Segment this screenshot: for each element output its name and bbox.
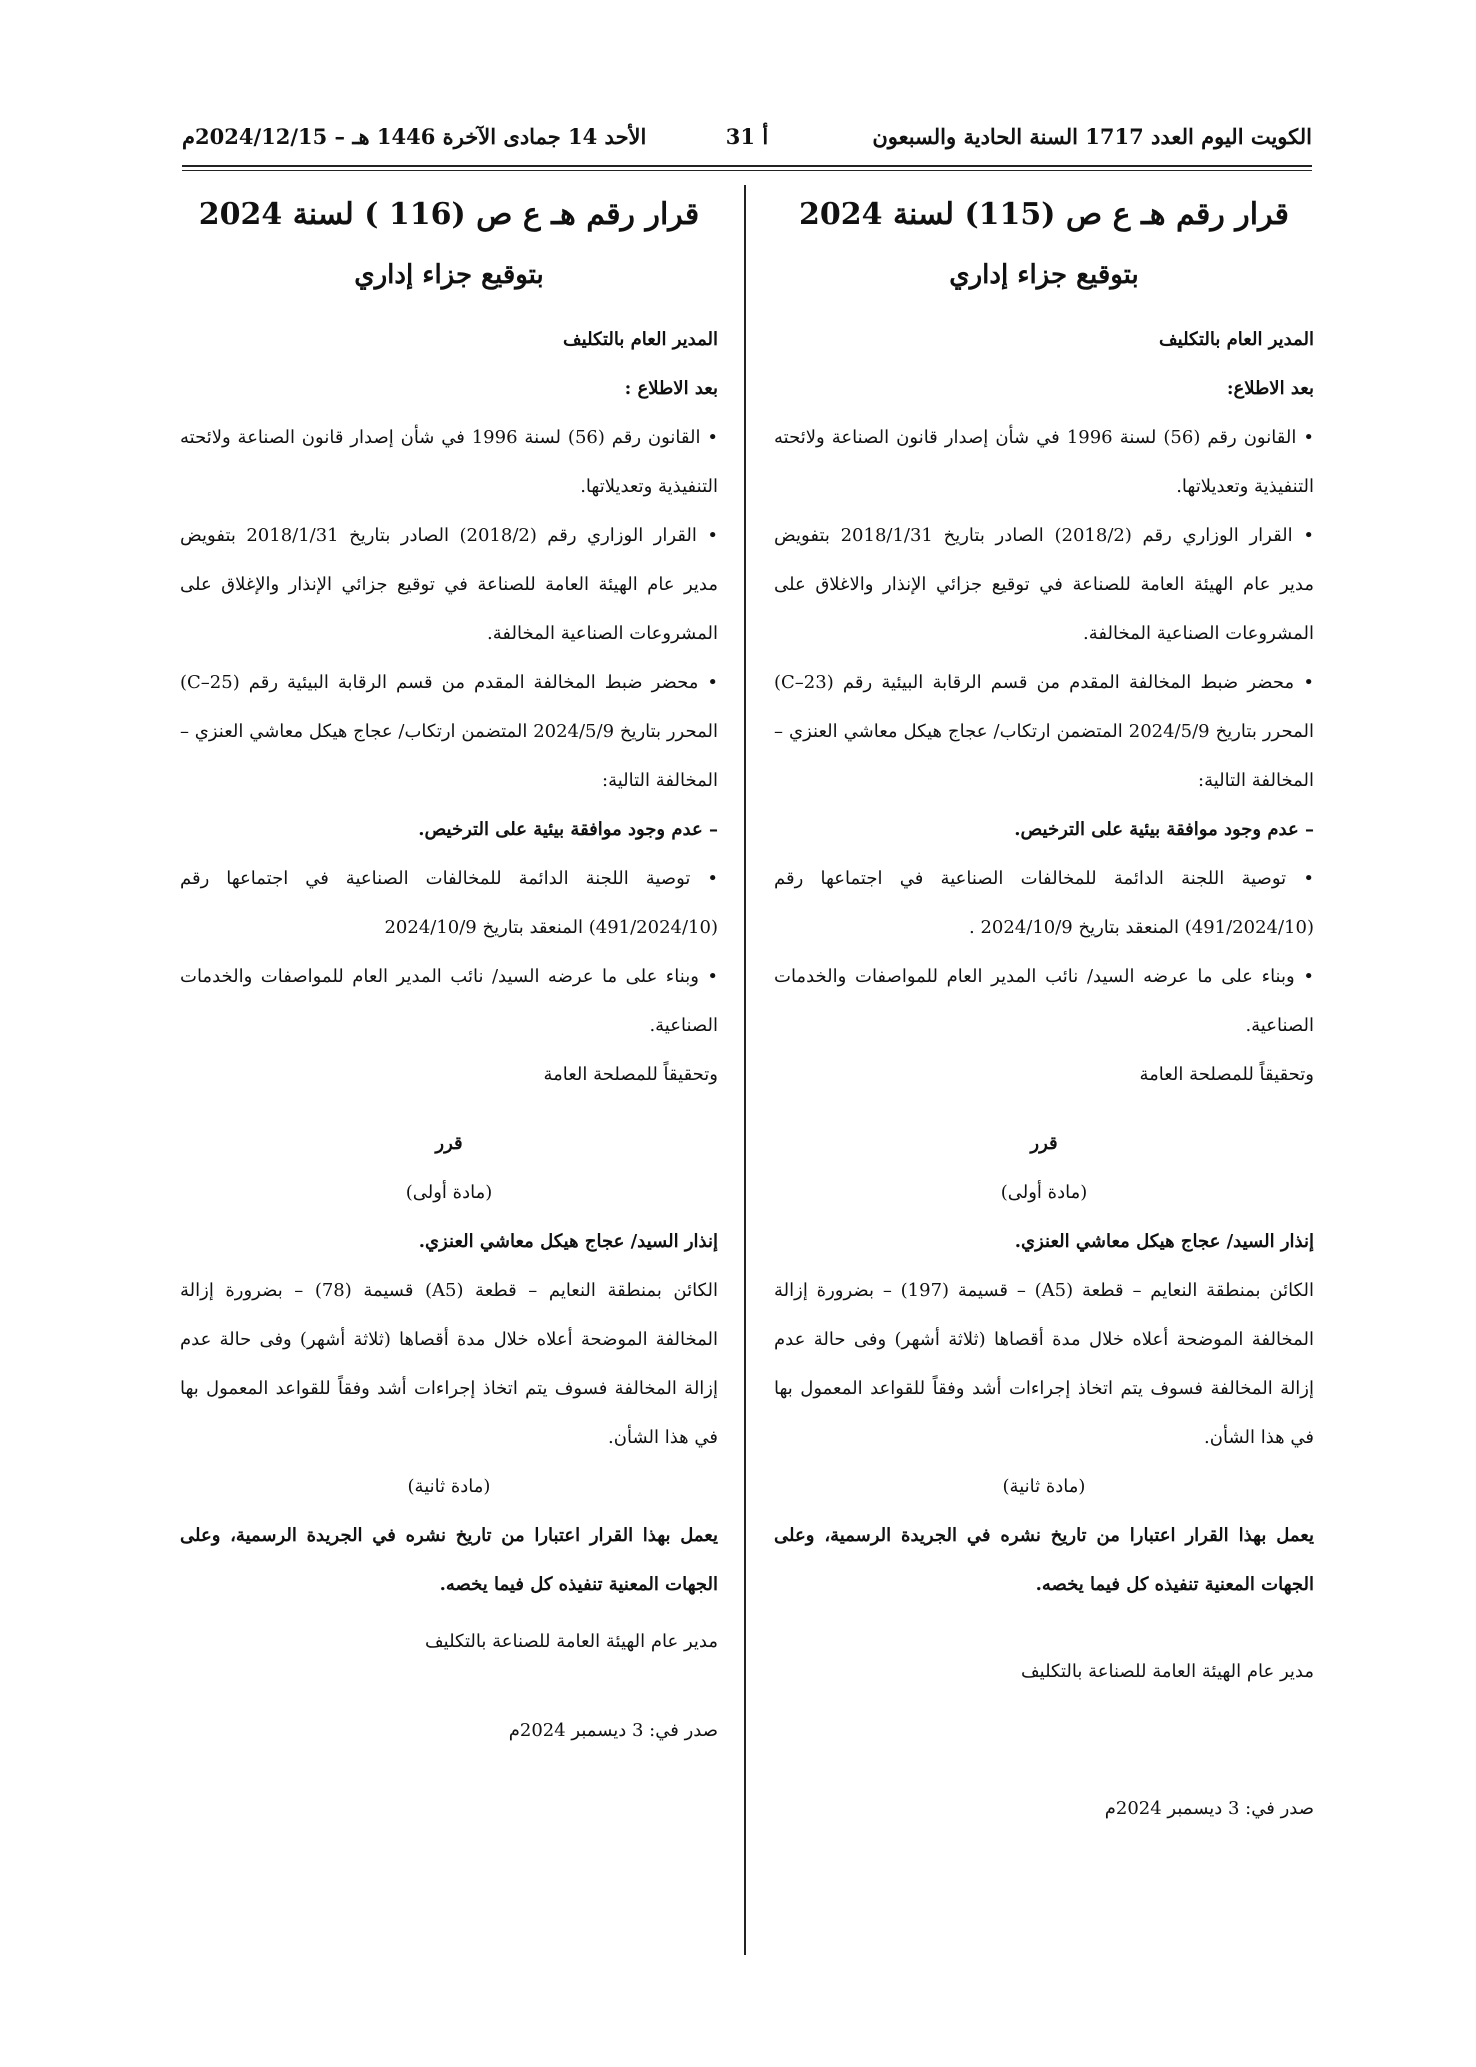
violation-item: – عدم وجود موافقة بيئية على الترخيص. (418, 819, 718, 840)
header-date: الأحد 14 جمادى الآخرة 1446 هـ – 2024/12/15م (182, 124, 647, 149)
decision-116 (180, 190, 718, 1755)
article-2-body: يعمل بهذا القرار اعتبارا من تاريخ نشره في الجريدة الرسمية، وعلى الجهات المعنية تنفيذه كل فيما يخصه. (180, 1525, 718, 1595)
signer: مدير عام الهيئة العامة للصناعة بالتكليف (1021, 1661, 1314, 1682)
clause-presentation: • وبناء على ما عرضه السيد/ نائب المدير العام للمواصفات والخدمات الصناعية. (774, 952, 1314, 1050)
clause-law: • القانون رقم (56) لسنة 1996 في شأن إصدار قانون الصناعة ولائحته التنفيذية وتعديلاتها. (180, 413, 718, 511)
clause-committee: • توصية اللجنة الدائمة للمخالفات الصناعية في اجتماعها رقم (491/2024/10) المنعقد بتاريخ 2024/10/9 (180, 854, 718, 952)
header-rule (182, 165, 1312, 167)
issue-date: صدر في: 3 ديسمبر 2024م (508, 1720, 718, 1741)
header-page-number: أ 31 (725, 124, 769, 149)
header-rule-thin (182, 170, 1312, 171)
decision-115 (774, 190, 1314, 1833)
clause-ministerial: • القرار الوزاري رقم (2018/2) الصادر بتاريخ 2018/1/31 بتفويض مدير عام الهيئة العامة للصناعة في توقيع جزائي الإنذار والإغلاق على المشروعات الصناعية المخالفة. (180, 511, 718, 658)
authority: المدير العام بالتكليف (1159, 329, 1314, 350)
clause-report: • محضر ضبط المخالفة المقدم من قسم الرقابة البيئية رقم (C–23) المحرر بتاريخ 2024/5/9 المتضمن ارتكاب/ عجاج هيكل معاشي العنزي – المخالفة التالية: (774, 658, 1314, 805)
clause-committee: • توصية اللجنة الدائمة للمخالفات الصناعية في اجتماعها رقم (491/2024/10) المنعقد بتاريخ 2024/10/9 . (774, 854, 1314, 952)
after-review: بعد الاطلاع: (1226, 378, 1314, 399)
clause-presentation: • وبناء على ما عرضه السيد/ نائب المدير العام للمواصفات والخدمات الصناعية. (180, 952, 718, 1050)
decision-title: قرار رقم هـ ع ص (116 ) لسنة 2024 (198, 197, 700, 232)
article-2-heading: (مادة ثانية) (407, 1476, 491, 1497)
signer: مدير عام الهيئة العامة للصناعة بالتكليف (425, 1631, 718, 1652)
violation-item: – عدم وجود موافقة بيئية على الترخيص. (1014, 819, 1314, 840)
article-1-body: الكائن بمنطقة النعايم – قطعة (A5) – قسيمة (197) – بضرورة إزالة المخالفة الموضحة أعلاه خلال مدة أقصاها (ثلاثة أشهر) وفى حالة عدم إزالة المخالفة فسوف يتم اتخاذ إجراءات أشد وفقاً للقواعد المعمول بها في هذا الشأن. (774, 1280, 1314, 1448)
public-interest: وتحقيقاً للمصلحة العامة (1139, 1064, 1314, 1085)
decided-heading: قرر (1030, 1133, 1058, 1154)
article-1-body: الكائن بمنطقة النعايم – قطعة (A5) قسيمة (78) – بضرورة إزالة المخالفة الموضحة أعلاه خلال مدة أقصاها (ثلاثة أشهر) وفى حالة عدم إزالة المخالفة فسوف يتم اتخاذ إجراءات أشد وفقاً للقواعد المعمول بها في هذا الشأن. (180, 1280, 718, 1448)
column-divider (744, 185, 746, 1955)
public-interest: وتحقيقاً للمصلحة العامة (543, 1064, 718, 1085)
decision-subtitle: بتوقيع جزاء إداري (354, 260, 544, 290)
clause-ministerial: • القرار الوزاري رقم (2018/2) الصادر بتاريخ 2018/1/31 بتفويض مدير عام الهيئة العامة للصناعة في توقيع جزائي الإنذار والاغلاق على المشروعات الصناعية المخالفة. (774, 511, 1314, 658)
clause-law: • القانون رقم (56) لسنة 1996 في شأن إصدار قانون الصناعة ولائحته التنفيذية وتعديلاتها. (774, 413, 1314, 511)
decision-title: قرار رقم هـ ع ص (115) لسنة 2024 (799, 197, 1289, 232)
authority: المدير العام بالتكليف (563, 329, 718, 350)
decided-heading: قرر (435, 1133, 463, 1154)
article-2-heading: (مادة ثانية) (1002, 1476, 1086, 1497)
issue-date: صدر في: 3 ديسمبر 2024م (1104, 1798, 1314, 1819)
article-2-body: يعمل بهذا القرار اعتبارا من تاريخ نشره في الجريدة الرسمية، وعلى الجهات المعنية تنفيذه كل فيما يخصه. (774, 1525, 1314, 1595)
warning-line: إنذار السيد/ عجاج هيكل معاشي العنزي. (418, 1231, 718, 1252)
after-review: بعد الاطلاع : (624, 378, 718, 399)
page-header (182, 118, 1312, 160)
article-1-heading: (مادة أولى) (1000, 1182, 1088, 1203)
clause-report: • محضر ضبط المخالفة المقدم من قسم الرقابة البيئية رقم (C–25) المحرر بتاريخ 2024/5/9 المتضمن ارتكاب/ عجاج هيكل معاشي العنزي – المخالفة التالية: (180, 658, 718, 805)
warning-line: إنذار السيد/ عجاج هيكل معاشي العنزي. (1014, 1231, 1314, 1252)
article-1-heading: (مادة أولى) (405, 1182, 493, 1203)
decision-subtitle: بتوقيع جزاء إداري (949, 260, 1139, 290)
header-issue: الكويت اليوم العدد 1717 السنة الحادية والسبعون (872, 124, 1312, 149)
